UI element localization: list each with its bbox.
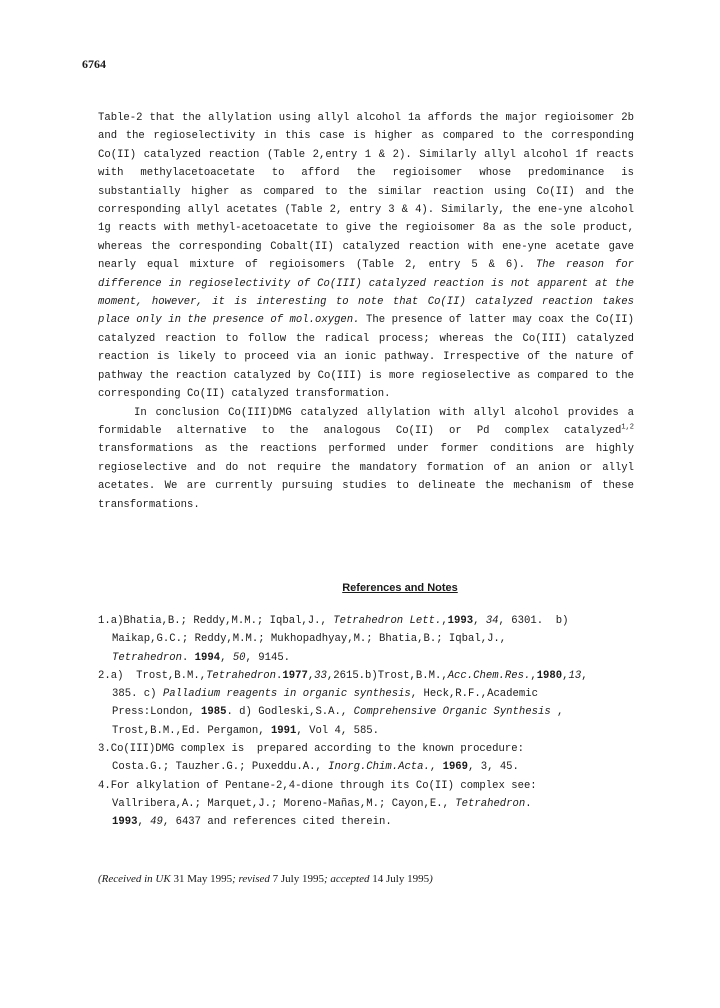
ref-text: , 6437 and references cited therein. [162, 816, 392, 829]
reference-line [98, 740, 634, 758]
ref-journal: Tetrahedron [206, 669, 277, 682]
citation-superscript: 1,2 [621, 423, 634, 432]
references-list [98, 612, 634, 832]
paragraph-results [98, 109, 634, 404]
ref-text: , [530, 669, 537, 682]
ref-volume: 13 [568, 669, 582, 682]
reference-line [98, 777, 634, 795]
ref-text: , [220, 651, 233, 664]
paragraph-results-text: Table-2 that the allylation using allyl alcohol 1a affords the major regioisomer 2b and the regioselectivity in this case is higher as compared to the corresponding Co(II) catalyzed reaction (Table 2,entry 1 & 2). Similarly allyl alcohol 1f reacts with methylacetoacetate to afford the regioisomer whose predominance is substantially higher as compared to the similar reaction using Co(II) and the corresponding allyl acetates (Table 2, entry 3 & 4). Similarly, the ene-yne alcohol 1g reacts with methyl-acetoacetate to give the regioisomer 8a as the sole product, whereas the corresponding Cobalt(II) catalyzed reaction with ene-yne acetate gave nearly equal mixture of regioisomers (Table 2, entry 5 & 6). [98, 112, 634, 272]
ref-text: , 9145. [245, 651, 291, 664]
ref-year: 1993 [112, 816, 138, 829]
revised-label: ; revised [232, 873, 273, 885]
ref-year: 1980 [536, 669, 563, 682]
paragraph-conclusion [98, 404, 634, 514]
paragraph-results-italic: The reason for difference in regioselectivity of Co(III) catalyzed reaction is not apparent at the moment, however, it is interesting to note that Co(II) catalyzed reaction takes place only in the presence of mol.oxygen. [98, 259, 634, 327]
ref-volume: 49 [150, 816, 163, 829]
ref-text: , [581, 669, 588, 682]
ref-journal: Tetrahedron [112, 651, 182, 664]
received-dates [98, 873, 433, 885]
reference-line [98, 649, 634, 667]
ref-text: , 3, 45. [468, 761, 519, 774]
ref-text: ,2615.b)Trost,B.M., [326, 669, 448, 682]
ref-text: . [525, 797, 532, 810]
reference-line [98, 758, 634, 776]
ref-text: Vallribera,A.; Marquet,J.; Moreno-Mañas,M.; Cayon,E., [112, 797, 456, 810]
ref-text: , [137, 816, 151, 829]
body-text [98, 109, 634, 514]
paragraph-conclusion-text: In conclusion Co(III)DMG catalyzed allylation with allyl alcohol provides a formidable alternative to the analogous Co(II) or Pd complex catalyzed [98, 406, 634, 437]
ref-journal: Acc.Chem.Res. [447, 669, 531, 682]
ref-year: 1985 [201, 706, 227, 719]
ref-year: 1991 [270, 724, 297, 737]
accepted-label: ; accepted [323, 873, 373, 885]
reference-line [98, 795, 634, 813]
received-close: ) [429, 873, 433, 885]
references-heading: References and Notes [342, 582, 458, 594]
paragraph-conclusion-text-end: transformations as the reactions performed under former conditions are highly regioselective and do not require the mandatory formation of an anion or allyl acetates. We are currently pursuing studies to delineate the mechanism of these transformations. [98, 443, 634, 511]
ref-text: Press:London, [112, 706, 202, 719]
ref-journal: Inorg.Chim.Acta. [328, 761, 430, 774]
ref-year: 1993 [447, 615, 474, 627]
reference-line [98, 813, 634, 831]
ref-text: , Heck,R.F.,Academic [410, 688, 538, 701]
ref-text: 385. c) [112, 688, 163, 701]
ref-text: , 6301. b) [498, 615, 569, 627]
ref-text: . [181, 651, 195, 664]
accepted-date: 14 July 1995 [372, 873, 430, 885]
reference-line [98, 685, 634, 703]
ref-text: Costa.G.; Tauzher.G.; Puxeddu.A., [112, 761, 329, 774]
ref-text: , [307, 669, 315, 682]
reference-line [98, 612, 634, 630]
received-date: 31 May 1995 [173, 873, 233, 885]
received-label: (Received in UK [98, 873, 174, 885]
ref-year: 1994 [194, 651, 221, 664]
reference-line [98, 703, 634, 721]
ref-journal: Tetrahedron [455, 797, 526, 810]
ref-year: 1977 [282, 669, 308, 682]
ref-book-title: Comprehensive Organic Synthesis [353, 706, 551, 719]
reference-line [98, 722, 634, 740]
ref-text: , [562, 669, 569, 682]
ref-text: . d) Godleski,S.A., [226, 706, 354, 719]
ref-journal: Tetrahedron Lett. [333, 615, 442, 627]
ref-year: 1969 [442, 761, 469, 774]
ref-text: , [441, 615, 448, 627]
ref-text: 1.a)Bhatia,B.; Reddy,M.M.; Iqbal,J., [98, 615, 334, 627]
ref-volume: 50 [232, 651, 246, 664]
ref-text: . [276, 669, 283, 682]
page-number: 6764 [82, 57, 106, 71]
ref-text: , [550, 706, 564, 719]
ref-text: Trost,B.M.,Ed. Pergamon, [112, 724, 271, 737]
ref-volume: 33 [314, 669, 327, 682]
revised-date: 7 July 1995 [272, 873, 324, 885]
ref-text: 3.Co(III)DMG complex is prepared according to the known procedure: [98, 743, 524, 756]
ref-text: 4.For alkylation of Pentane-2,4-dione through its Co(II) complex see: [98, 779, 537, 792]
ref-volume: 34 [485, 615, 499, 627]
reference-line [98, 630, 634, 648]
ref-book-title: Palladium reagents in organic synthesis [162, 688, 411, 701]
ref-text: , Vol 4, 585. [296, 724, 380, 737]
ref-text: 2.a) Trost,B.M., [98, 669, 207, 682]
ref-text: Maikap,G.C.; Reddy,M.M.; Mukhopadhyay,M.; Bhatia,B.; Iqbal,J., [112, 633, 507, 646]
ref-text: , [429, 761, 443, 774]
paragraph-results-text-end: The presence of latter may coax the Co(II) catalyzed reaction to follow the radical process; whereas the Co(III) catalyzed reaction is likely to proceed via an ionic pathway. Irrespective of the nature of pathway the reaction catalyzed by Co(III) is more regioselective as compared to the corresponding Co(II) catalyzed transformation. [98, 314, 634, 401]
ref-text: , [473, 615, 486, 627]
reference-line [98, 667, 634, 685]
